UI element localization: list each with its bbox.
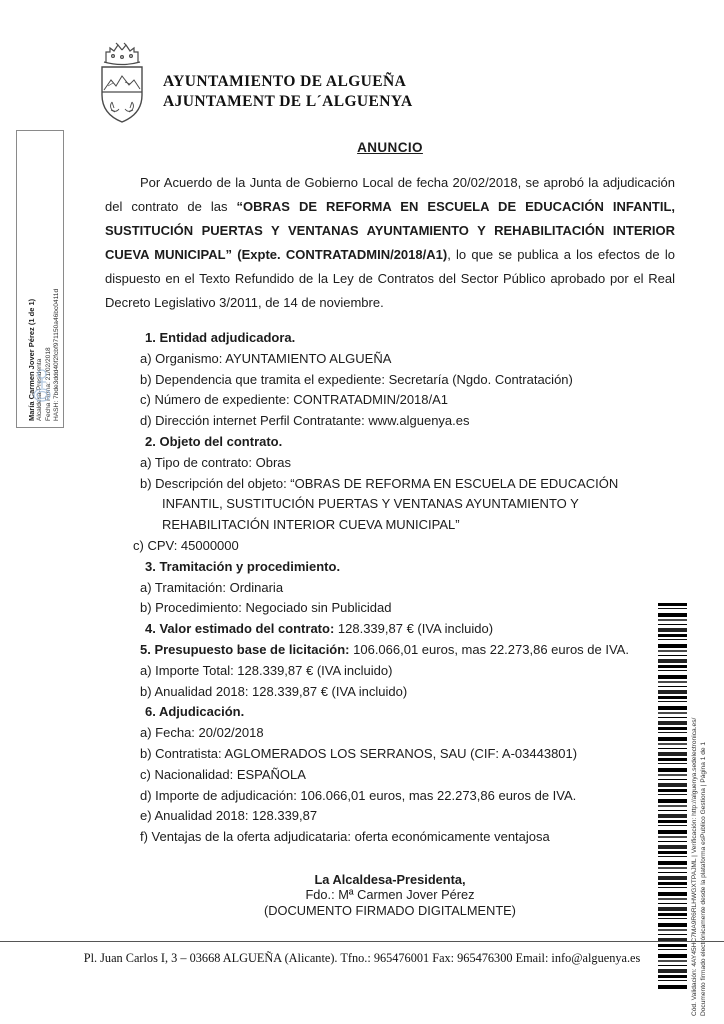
line-text: c) CPV: 45000000 bbox=[133, 537, 239, 553]
intro-seg3: , lo que se publica a los efectos de lo dispuesto en el Texto Refundido de la Ley de Contratos del Sector Público aprobado por el Real Decreto Legislativo 3/2011, de 14 de noviembre. bbox=[105, 247, 675, 310]
line-text: f) Ventajas de la oferta adjudicataria: oferta económicamente ventajosa bbox=[140, 829, 550, 845]
signature-stamp-icon bbox=[30, 364, 54, 406]
line-bold-label: 2. Objeto del contrato. bbox=[145, 433, 283, 449]
line-text: c) Número de expediente: CONTRATADMIN/2018/A1 bbox=[140, 392, 449, 408]
document-line bbox=[105, 557, 675, 578]
line-bold-label: 1. Entidad adjudicadora. bbox=[145, 330, 296, 345]
document-line bbox=[105, 598, 675, 619]
document-line bbox=[105, 578, 675, 599]
org-name-es: AYUNTAMIENTO DE ALGUEÑA bbox=[163, 73, 407, 90]
document-line bbox=[105, 515, 675, 536]
line-text: b) Contratista: AGLOMERADOS LOS SERRANOS, SAU (CIF: A-03443801) bbox=[140, 745, 578, 761]
line-text: a) Tipo de contrato: Obras bbox=[140, 454, 292, 470]
line-bold-label: 3. Tramitación y procedimiento. bbox=[145, 558, 341, 574]
document-line bbox=[105, 765, 675, 786]
line-text: c) Nacionalidad: ESPAÑOLA bbox=[140, 766, 306, 782]
document-content bbox=[105, 140, 675, 918]
line-text: a) Importe Total: 128.339,87 € (IVA incluido) bbox=[140, 662, 393, 678]
document-line bbox=[105, 619, 675, 640]
line-bold-label: 5. Presupuesto base de licitación: bbox=[140, 641, 350, 657]
line-text: e) Anualidad 2018: 128.339,87 bbox=[140, 808, 318, 824]
document-line bbox=[105, 661, 675, 682]
signature-date: Fecha Firma: 21/02/2018 bbox=[44, 347, 52, 421]
line-text: a) Organismo: AYUNTAMIENTO ALGUEÑA bbox=[140, 350, 392, 366]
signature-hash: HASH: 7bde3ddd40f2fcbf971150a46bc0411d bbox=[53, 288, 60, 421]
document-title: ANUNCIO bbox=[357, 140, 423, 155]
line-bold-label: 6. Adjudicación. bbox=[145, 704, 245, 720]
document-line bbox=[105, 723, 675, 744]
document-line bbox=[105, 744, 675, 765]
document-line bbox=[105, 786, 675, 807]
line-text: 106.066,01 euros, mas 22.273,86 euros de IVA. bbox=[349, 641, 629, 657]
line-text: d) Dirección internet Perfil Contratante: www.alguenya.es bbox=[140, 413, 470, 429]
signer-title-line: La Alcaldesa-Presidenta, bbox=[314, 871, 466, 887]
org-name-val: AJUNTAMENT DE L´ALGUENYA bbox=[163, 93, 413, 110]
line-text: INFANTIL, SUSTITUCIÓN PUERTAS Y VENTANAS AYUNTAMIENTO Y bbox=[162, 496, 579, 512]
document-line bbox=[105, 370, 675, 391]
organization-name bbox=[163, 72, 413, 112]
document-line bbox=[105, 536, 675, 557]
document-line bbox=[105, 806, 675, 827]
digitally-signed-line: (DOCUMENTO FIRMADO DIGITALMENTE) bbox=[264, 902, 516, 918]
signer-name: María Carmen Jover Pérez (1 de 1) bbox=[27, 298, 36, 421]
line-text: REHABILITACIÓN INTERIOR CUEVA MUNICIPAL” bbox=[162, 517, 460, 533]
signer-fdo-line: Fdo.: Mª Carmen Jover Pérez bbox=[305, 887, 475, 903]
intro-contract-name: “OBRAS DE REFORMA EN ESCUELA DE EDUCACIÓN INFANTIL, SUSTITUCIÓN PUERTAS Y VENTANAS AYUNTAMIENTO Y REHABILITACIÓN INTERIOR CUEVA MUNICIPAL” (Expte. CONTRATADMIN/2018/A1) bbox=[105, 199, 675, 262]
line-text: b) Dependencia que tramita el expediente: Secretaría (Ngdo. Contratación) bbox=[140, 371, 573, 387]
line-text: d) Importe de adjudicación: 106.066,01 euros, mas 22.273,86 euros de IVA. bbox=[140, 787, 577, 803]
document-line bbox=[105, 411, 675, 432]
line-text: b) Anualidad 2018: 128.339,87 € (IVA incluido) bbox=[140, 683, 408, 699]
validation-code-line: Cód. Validación: 4AY45HC7MA9R6RLHWGXTPAJML | Verificación: http://alguenya.sedelectronica.es/ bbox=[691, 717, 698, 1016]
intro-seg1: Por Acuerdo de la Junta de Gobierno Local de fecha 20/02/2018, se aprobó la adjudicación del contrato de las bbox=[105, 175, 675, 214]
document-line bbox=[105, 390, 675, 411]
line-text: 128.339,87 € (IVA incluido) bbox=[334, 621, 494, 637]
line-bold-label: 4. Valor estimado del contrato: bbox=[145, 621, 335, 637]
signature-block bbox=[105, 872, 675, 919]
line-text: a) Tramitación: Ordinaria bbox=[140, 579, 284, 595]
signer-role: Alcaldesa-Presidenta bbox=[36, 358, 43, 421]
line-text: b) Descripción del objeto: “OBRAS DE REFORMA EN ESCUELA DE EDUCACIÓN bbox=[140, 475, 619, 491]
document-line bbox=[105, 702, 675, 723]
platform-line: Documento firmado electrónicamente desde la plataforma esPublico Gestiona | Página 1 de 1 bbox=[699, 741, 707, 1016]
announcement-lines bbox=[105, 328, 675, 848]
document-line bbox=[105, 349, 675, 370]
document-line bbox=[105, 328, 675, 349]
coat-of-arms-icon bbox=[92, 40, 152, 128]
document-line bbox=[105, 827, 675, 848]
document-line bbox=[105, 682, 675, 703]
line-text: a) Fecha: 20/02/2018 bbox=[140, 725, 264, 741]
footer-contact: Pl. Juan Carlos I, 3 – 03668 ALGUEÑA (Alicante). Tfno.: 965476001 Fax: 965476300 Email: info@alguenya.es bbox=[0, 941, 724, 966]
document-line bbox=[105, 432, 675, 453]
document-line bbox=[105, 640, 675, 661]
intro-paragraph bbox=[105, 171, 675, 315]
document-line bbox=[105, 453, 675, 474]
line-text: b) Procedimiento: Negociado sin Publicidad bbox=[140, 600, 392, 616]
document-line bbox=[105, 474, 675, 495]
document-line bbox=[105, 494, 675, 515]
